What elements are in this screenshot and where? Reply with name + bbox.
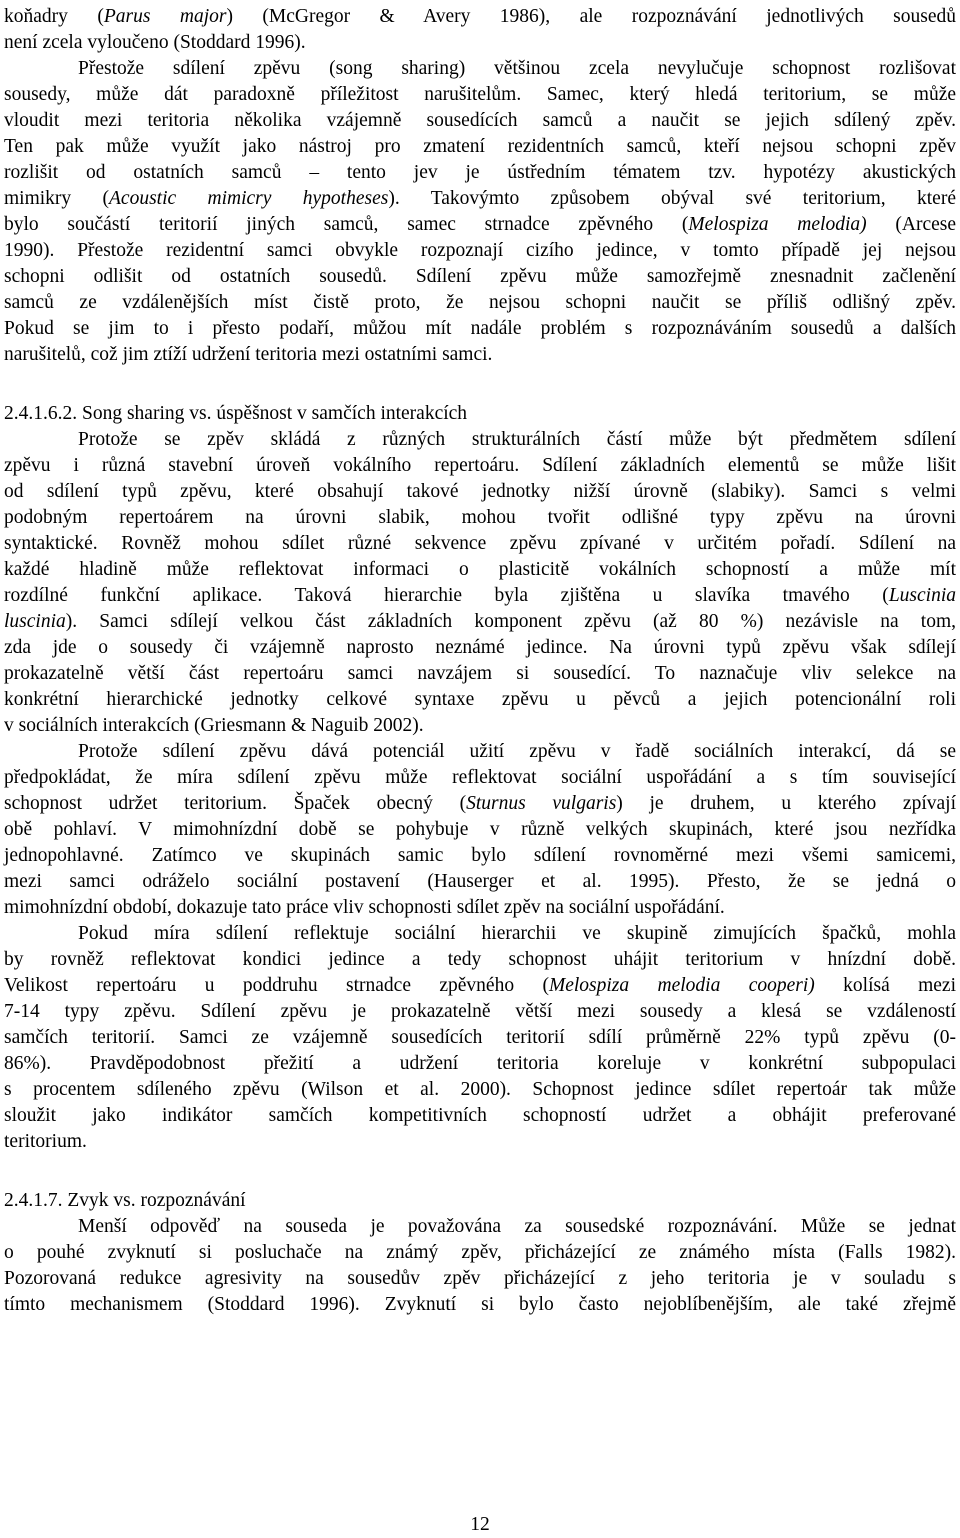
text-line: zda jde o sousedy či vzájemně naprosto neznámé jedince. Na úrovni typů zpěvu však sdílejí <box>4 637 956 658</box>
text-line: Velikost repertoáru u poddruhu strnadce zpěvného (Melospiza melodia cooperi) kolísá mezi <box>4 975 957 996</box>
text-line: bylo součástí teritorií jiných samců, samec strnadce zpěvného (Melospiza melodia) (Arcese <box>4 214 957 235</box>
text-line: předpokládat, že míra sdílení zpěvu může reflektovat sociální uspořádání a s tím související <box>4 767 956 788</box>
text-line: zpěvu i různá stavební úroveň vokálního repertoáru. Sdílení základních elementů se může lišit <box>4 455 956 476</box>
text-line: prokazatelně větší část repertoáru samci navzájem si sousedící. To naznačuje vliv selekce na <box>4 663 956 684</box>
text-line: sloužit jako indikátor samčích kompetitivních schopností udržet a obhájit preferované <box>4 1105 956 1126</box>
text-line: tímto mechanismem (Stoddard 1996). Zvyknutí si bylo často nejoblíbenějším, ale také zřejmě <box>4 1294 956 1315</box>
text-line: luscinia). Samci sdílejí velkou část základních komponent zpěvu (až 80 %) nezávisle na tom, <box>4 611 956 632</box>
text-line: vloudit mezi teritoria několika vzájemně sousedících samců a naučit se jejich sdílený zpěv. <box>4 110 956 131</box>
text-line: samců ze vzdálenějších míst čistě proto, že nejsou schopni naučit se příliš odlišný zpěv. <box>4 292 956 313</box>
text-line: mezi samci odráželo sociální postavení (Hauserger et al. 1995). Přesto, že se jedná o <box>4 871 956 892</box>
text-line: schopnost udržet teritorium. Špaček obecný (Sturnus vulgaris) je druhem, u kterého zpívají <box>4 793 956 814</box>
text-line: v sociálních interakcích (Griesmann & Naguib 2002). <box>4 715 424 736</box>
text-line: 7-14 typy zpěvu. Sdílení zpěvu je prokazatelně větší mezi sousedy a klesá se vzdáleností <box>4 1001 956 1022</box>
text-line: sousedy, může dát paradoxně příležitost narušitelům. Samec, který hledá teritorium, se může <box>4 84 956 105</box>
text-line: Protože se zpěv skládá z různých strukturálních částí může být předmětem sdílení <box>78 429 956 450</box>
text-line: Pokud se jim to i přesto podaří, můžou mít nadále problém s rozpoznáváním sousedů a dalších <box>4 318 956 339</box>
text-line: schopni odlišit od ostatních sousedů. Sdílení zpěvu může samozřejmě znesnadnit začlenění <box>4 266 956 287</box>
text-line: rozdílné funkční aplikace. Taková hierarchie byla zjištěna u slavíka tmavého (Luscinia <box>4 585 956 606</box>
text-line: obě pohlaví. V mimohnízdní době se pohybuje v různě velkých skupinách, které jsou nezřídka <box>4 819 956 840</box>
text-line: není zcela vyloučeno (Stoddard 1996). <box>4 32 306 53</box>
text-line: Ten pak může využít jako nástroj pro zmatení rezidentních samců, kteří nejsou schopni zpěv <box>4 136 956 157</box>
text-line: samčích teritorií. Samci ze vzájemně sousedících teritorií sdílí průměrně 22% typů zpěvu (0- <box>4 1027 956 1048</box>
text-line: syntaktické. Rovněž mohou sdílet různé sekvence zpěvu zpívané v určitém pořadí. Sdílení na <box>4 533 956 554</box>
text-line: podobným repertoárem na úrovni slabik, mohou tvořit odlišné typy zpěvu na úrovni <box>4 507 956 528</box>
text-line: mimohnízdní období, dokazuje tato práce vliv schopnosti sdílet zpěv na sociální uspořádání. <box>4 897 725 918</box>
text-line: s procentem sdíleného zpěvu (Wilson et al. 2000). Schopnost jedince sdílet repertoár tak může <box>4 1079 956 1100</box>
section-heading-2-4-1-6-2: 2.4.1.6.2. Song sharing vs. úspěšnost v samčích interakcích <box>4 403 468 424</box>
text-line: konkrétní hierarchické jednotky celkové syntaxe zpěvu u pěvců a jejich potencionální roli <box>4 689 956 710</box>
text-line: rozlišit od ostatních samců – tento jev je ústředním tématem tzv. hypotézy akustických <box>4 162 956 183</box>
text-line: jednopohlavné. Zatímco ve skupinách samic bylo sdílení rovnoměrné mezi všemi samicemi, <box>4 845 956 866</box>
text-line: od sdílení typů zpěvu, které obsahují takové jednotky nižší úrovně (slabiky). Samci s velmi <box>4 481 956 502</box>
text-line: 86%). Pravděpodobnost přežití a udržení teritoria koreluje v konkrétní subpopulaci <box>4 1053 956 1074</box>
text-line: koňadry (Parus major) (McGregor & Avery 1986), ale rozpoznávání jednotlivých sousedů <box>4 6 956 27</box>
page-number: 12 <box>470 1514 490 1535</box>
text-line: 1990). Přestože rezidentní samci obvykle rozpoznají cizího jedince, v tomto případě jej nejsou <box>4 240 956 261</box>
text-line: mimikry (Acoustic mimicry hypotheses). Takovýmto způsobem obýval své teritorium, které <box>4 188 956 209</box>
text-line: každé hladině může reflektovat informaci o plasticitě vokálních schopností a může mít <box>4 559 956 580</box>
text-line: narušitelů, což jim ztíží udržení teritoria mezi ostatními samci. <box>4 344 493 365</box>
text-line: o pouhé zvyknutí si posluchače na známý zpěv, přicházející ze známého místa (Falls 1982). <box>4 1242 956 1263</box>
text-line: teritorium. <box>4 1131 87 1152</box>
text-line: Pokud míra sdílení reflektuje sociální hierarchii ve skupině zimujících špačků, mohla <box>78 923 956 944</box>
text-line: Protože sdílení zpěvu dává potenciál užití zpěvu v řadě sociálních interakcí, dá se <box>78 741 956 762</box>
text-line: Pozorovaná redukce agresivity na sousedův zpěv přicházející z jeho teritoria je v souladu s <box>4 1268 956 1289</box>
text-line: Přestože sdílení zpěvu (song sharing) většinou zcela nevylučuje schopnost rozlišovat <box>78 58 956 79</box>
text-line: Menší odpověď na souseda je považována za sousedské rozpoznávání. Může se jednat <box>78 1216 956 1237</box>
section-heading-2-4-1-7: 2.4.1.7. Zvyk vs. rozpoznávání <box>4 1190 246 1211</box>
text-line: by rovněž reflektovat kondici jedince a tedy schopnost uhájit teritorium v hnízdní době. <box>4 949 956 970</box>
